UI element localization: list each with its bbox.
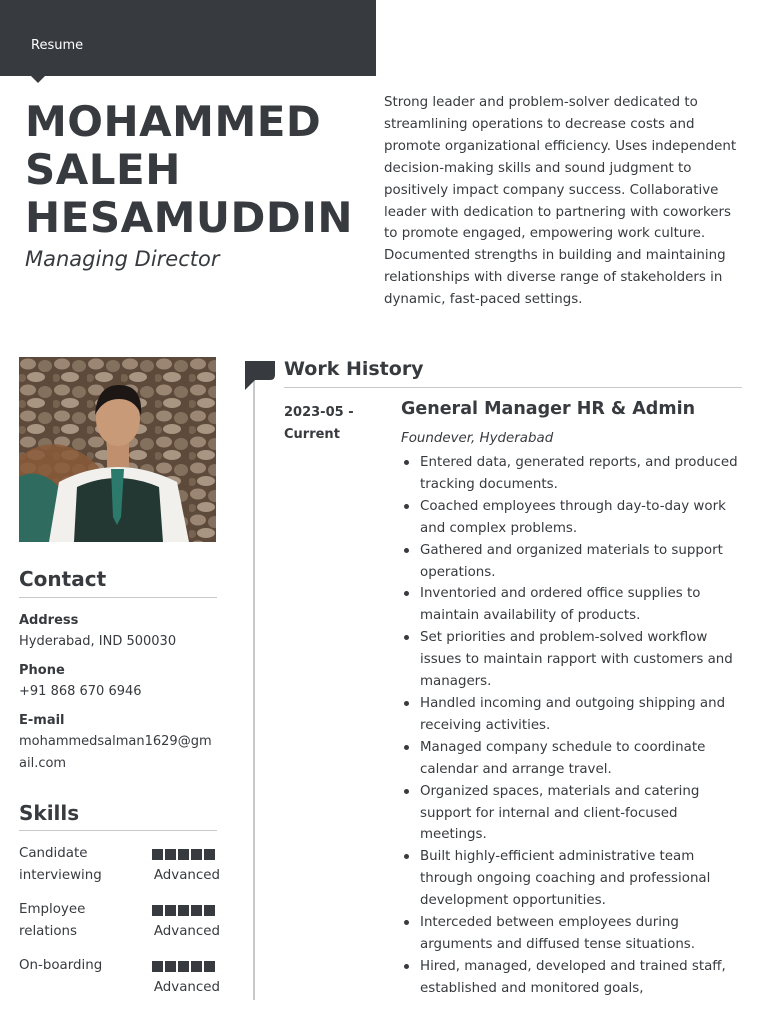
section-flag-icon — [245, 361, 277, 395]
job-bullet: Handled incoming and outgoing shipping and receiving activities. — [401, 693, 746, 737]
name-line-3: HESAMUDDIN — [25, 193, 353, 242]
summary-text: Strong leader and problem-solver dedicated to streamlining operations to decrease costs and promote organizational efficiency. Uses independent decision-making skills and sound judgment to positively impact company success. Collaborative leader with dedication to partnering with coworkers to promote engaged, empowering work culture. Documented strengths in building and maintaining relationships with diverse range of stakeholders in dynamic, fast-paced settings. — [384, 95, 737, 308]
job-date: 2023-05 - Current — [284, 405, 354, 442]
profile-photo — [19, 357, 216, 542]
job-bullets — [401, 452, 746, 1000]
contact-rule — [19, 597, 217, 598]
job-bullet: Managed company schedule to coordinate calendar and arrange travel. — [401, 737, 746, 781]
work-history-rule — [284, 387, 742, 388]
job-bullet: Set priorities and problem-solved workflow issues to maintain rapport with customers and managers. — [401, 627, 746, 693]
header-notch — [31, 76, 45, 83]
job-bullet: Coached employees through day-to-day work and complex problems. — [401, 496, 746, 540]
job-bullet: Built highly-efficient administrative team through ongoing coaching and professional development opportunities. — [401, 846, 746, 912]
rating-block — [204, 905, 215, 916]
name-line-2: SALEH — [25, 145, 181, 194]
person-name — [25, 98, 365, 242]
column-divider — [253, 378, 255, 1000]
rating-block — [191, 961, 202, 972]
rating-block — [165, 961, 176, 972]
job-bullet: Organized spaces, materials and catering support for internal and client-focused meetings. — [401, 781, 746, 847]
job-bullet: Hired, managed, developed and trained staff, established and monitored goals, — [401, 956, 746, 1000]
job-bullet: Inventoried and ordered office supplies to maintain availability of products. — [401, 583, 746, 627]
rating-block — [165, 905, 176, 916]
rating-block — [165, 849, 176, 860]
rating-block — [178, 849, 189, 860]
skill-name: Employee relations — [19, 902, 86, 939]
job-bullet: Interceded between employees during arguments and diffused tense situations. — [401, 912, 746, 956]
skill-rating — [152, 961, 215, 972]
person-role: Managing Director — [25, 247, 220, 271]
skill-level: Advanced — [153, 868, 220, 883]
job-company: Foundever, Hyderabad — [401, 431, 554, 446]
rating-block — [152, 849, 163, 860]
phone-value: +91 868 670 6946 — [19, 684, 142, 699]
rating-block — [191, 905, 202, 916]
email-value[interactable]: mohammedsalman1629@gmail.com — [19, 734, 212, 771]
skill-rating — [152, 849, 215, 860]
name-line-1: MOHAMMED — [25, 97, 322, 146]
skill-level: Advanced — [153, 924, 220, 939]
job-title: General Manager HR & Admin — [401, 399, 696, 419]
email-label: E-mail — [19, 713, 65, 728]
contact-heading: Contact — [19, 567, 107, 591]
skill-level: Advanced — [153, 980, 220, 995]
phone-label: Phone — [19, 663, 65, 678]
address-value: Hyderabad, IND 500030 — [19, 634, 177, 649]
rating-block — [204, 849, 215, 860]
rating-block — [152, 905, 163, 916]
address-label: Address — [19, 613, 79, 628]
job-bullet: Gathered and organized materials to support operations. — [401, 540, 746, 584]
resume-tag: Resume — [31, 38, 84, 53]
rating-block — [178, 905, 189, 916]
rating-block — [152, 961, 163, 972]
skills-heading: Skills — [19, 801, 80, 825]
skills-rule — [19, 830, 217, 831]
skill-name: On-boarding — [19, 958, 103, 973]
rating-block — [178, 961, 189, 972]
job-bullet: Entered data, generated reports, and produced tracking documents. — [401, 452, 746, 496]
rating-block — [204, 961, 215, 972]
skill-name: Candidate interviewing — [19, 846, 102, 883]
work-history-heading: Work History — [284, 358, 424, 380]
skill-rating — [152, 905, 215, 916]
header-band — [0, 0, 376, 76]
rating-block — [191, 849, 202, 860]
